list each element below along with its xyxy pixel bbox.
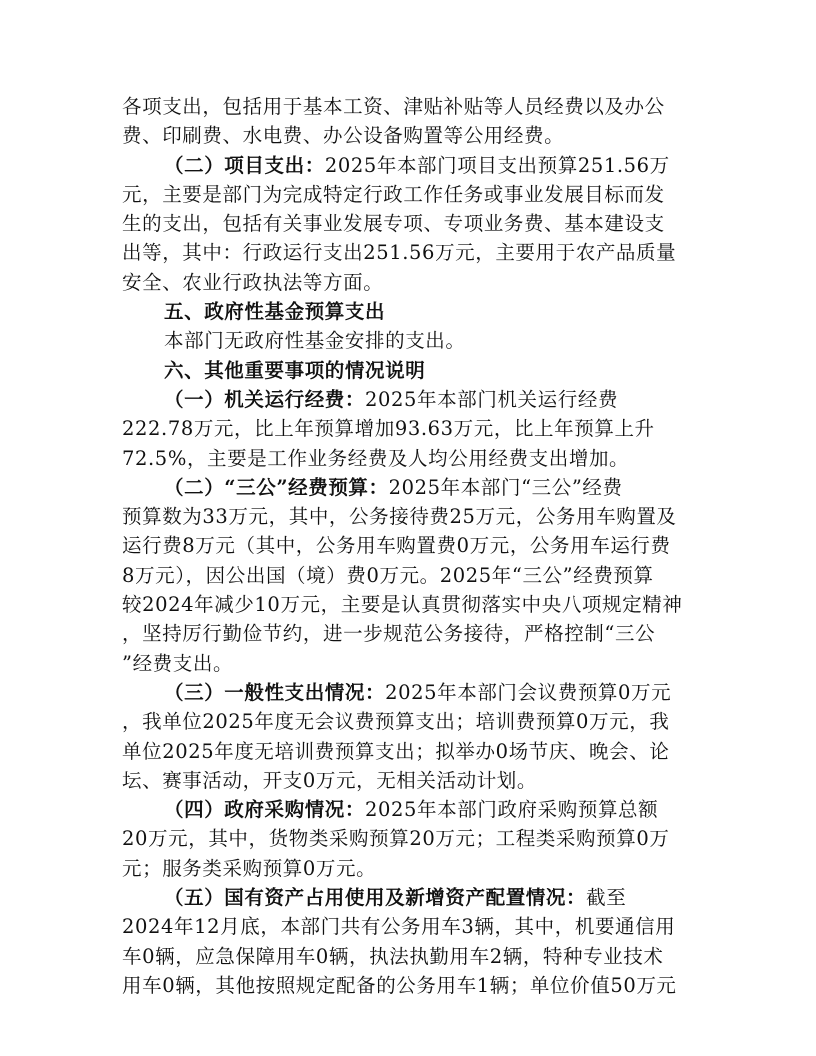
- paragraph-state-assets: [122, 883, 706, 912]
- paragraph-general-expenditure: [122, 678, 706, 707]
- body-text-line: 本部门无政府性基金安排的支出。: [164, 329, 466, 353]
- paragraph-operating-expenses: [122, 385, 706, 414]
- body-text-line: 2024年12月底，本部门共有公务用车3辆，其中，机要通信用: [122, 915, 676, 939]
- paragraph-text: 截至: [586, 886, 627, 910]
- paragraph-government-procurement: [122, 795, 706, 824]
- paragraph-lead: （二）项目支出：: [164, 153, 325, 177]
- body-text-line: 坛、赛事活动，开支0万元，无相关活动计划。: [122, 768, 538, 792]
- paragraph-text: 2025年本部门会议费预算0万元: [385, 680, 672, 704]
- body-text-line: 用车0辆，其他按照规定配备的公务用车1辆；单位价值50万元: [122, 973, 677, 997]
- paragraph-text: 2025年本部门政府采购预算总额: [365, 798, 659, 822]
- body-text-line: 222.78万元，比上年预算增加93.63万元，比上年预算上升: [122, 417, 655, 441]
- body-text-line: ，坚持厉行勤俭节约，进一步规范公务接待，严格控制“三公: [122, 622, 656, 646]
- paragraph-text: 2025年本部门机关运行经费: [365, 387, 619, 411]
- paragraph-lead: （五）国有资产占用使用及新增资产配置情况：: [164, 886, 587, 910]
- paragraph-lead: （一）机关运行经费：: [164, 387, 366, 411]
- paragraph-project-expenditure: [122, 151, 706, 180]
- body-text-line: 元，主要是部门为完成特定行政工作任务或事业发展目标而发: [122, 182, 665, 206]
- body-text-line: 生的支出，包括有关事业发展专项、专项业务费、基本建设支: [122, 212, 665, 236]
- body-text-line: 元；服务类采购预算0万元。: [122, 856, 377, 880]
- body-text-line: 车0辆，应急保障用车0辆，执法执勤用车2辆，特种专业技术: [122, 944, 664, 968]
- body-text-line: 安全、农业行政执法等方面。: [122, 270, 384, 294]
- paragraph-lead: （四）政府采购情况：: [164, 798, 366, 822]
- body-text-line: 各项支出，包括用于基本工资、津贴补贴等人员经费以及办公: [122, 95, 665, 118]
- paragraph-lead: （二）“三公”经费预算：: [164, 475, 389, 499]
- paragraph-text: 2025年本部门项目支出预算251.56万: [324, 153, 670, 177]
- paragraph-lead: （三）一般性支出情况：: [164, 680, 386, 704]
- paragraph-text: 2025年本部门“三公”经费: [388, 475, 623, 499]
- body-text-line: ”经费支出。: [122, 651, 234, 675]
- body-text-line: 72.5%，主要是工作业务经费及人均公用经费支出增加。: [122, 446, 630, 470]
- section-heading-government-fund: 五、政府性基金预算支出: [164, 300, 386, 324]
- body-text-line: 较2024年减少10万元，主要是认真贯彻落实中央八项规定精神: [122, 593, 683, 617]
- body-text-line: 单位2025年度无培训费预算支出；拟举办0场节庆、晚会、论: [122, 739, 670, 763]
- body-text-line: 运行费8万元（其中，公务用车购置费0万元，公务用车运行费: [122, 534, 671, 558]
- section-heading-other-matters: 六、其他重要事项的情况说明: [164, 358, 426, 382]
- body-text-line: ，我单位2025年度无会议费预算支出；培训费预算0万元，我: [122, 710, 670, 734]
- body-text-line: 费、印刷费、水电费、办公设备购置等公用经费。: [122, 124, 565, 148]
- body-text-line: 8万元），因公出国（境）费0万元。2025年“三公”经费预算: [122, 563, 654, 587]
- body-text-line: 预算数为33万元，其中，公务接待费25万元，公务用车购置及: [122, 505, 677, 529]
- paragraph-three-public-budget: [122, 473, 706, 502]
- body-text-line: 20万元，其中，货物类采购预算20万元；工程类采购预算0万: [122, 827, 670, 851]
- body-text-line: 出等，其中：行政运行支出251.56万元，主要用于农产品质量: [122, 241, 677, 265]
